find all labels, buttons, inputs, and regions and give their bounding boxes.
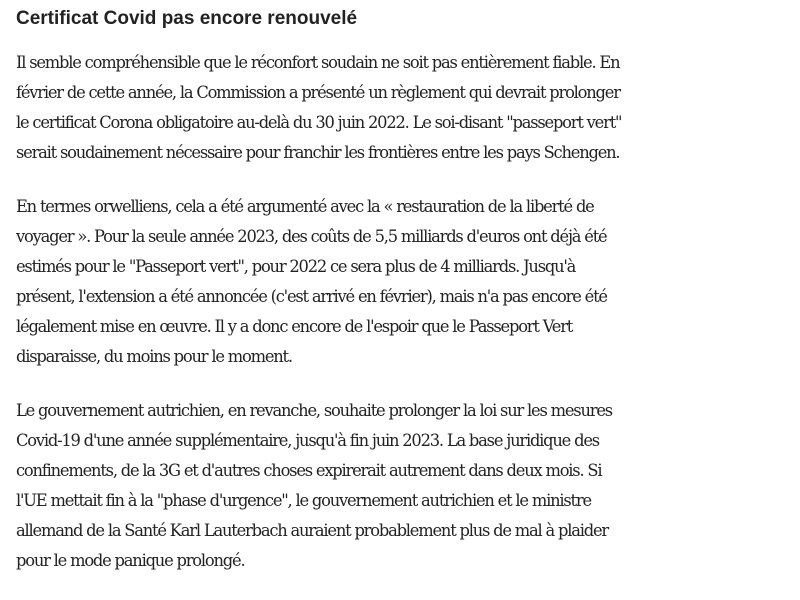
text-line: confinements, de la 3G et d'autres choses expirerait autrement dans deux mois. Si: [16, 461, 602, 480]
section-heading: Certificat Covid pas encore renouvelé: [16, 8, 358, 29]
text-line: Le gouvernement autrichien, en revanche, souhaite prolonger la loi sur les mesures: [16, 401, 612, 420]
paragraph-3: [16, 396, 788, 576]
text-line: Covid-19 d'une année supplémentaire, jusqu'à fin juin 2023. La base juridique des: [16, 431, 599, 450]
text-line: Il semble compréhensible que le réconfort soudain ne soit pas entièrement fiable. En: [16, 53, 620, 72]
text-line: voyager ». Pour la seule année 2023, des coûts de 5,5 milliards d'euros ont déjà été: [16, 227, 607, 246]
text-line: légalement mise en œuvre. Il y a donc encore de l'espoir que le Passeport Vert: [16, 317, 573, 336]
text-line: pour le mode panique prolongé.: [16, 551, 245, 570]
text-line: serait soudainement nécessaire pour franchir les frontières entre les pays Schengen.: [16, 143, 620, 162]
paragraph-2: [16, 192, 788, 372]
text-line: allemand de la Santé Karl Lauterbach auraient probablement plus de mal à plaider: [16, 521, 608, 540]
article: [16, 6, 788, 600]
paragraph-1: [16, 48, 788, 168]
text-line: l'UE mettait fin à la "phase d'urgence", le gouvernement autrichien et le ministre: [16, 491, 591, 510]
text-line: estimés pour le "Passeport vert", pour 2022 ce sera plus de 4 milliards. Jusqu'à: [16, 257, 576, 276]
text-line: le certificat Corona obligatoire au-delà du 30 juin 2022. Le soi-disant "passeport vert": [16, 113, 622, 132]
text-line: présent, l'extension a été annoncée (c'est arrivé en février), mais n'a pas encore été: [16, 287, 607, 306]
text-line: février de cette année, la Commission a présenté un règlement qui devrait prolonger: [16, 83, 620, 102]
text-line: En termes orwelliens, cela a été argumenté avec la « restauration de la liberté de: [16, 197, 594, 216]
text-line: disparaisse, du moins pour le moment.: [16, 347, 292, 366]
